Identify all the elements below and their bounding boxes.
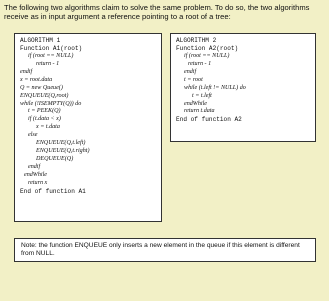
algorithm-2-code-line: t = t.left	[192, 92, 212, 99]
algorithm-2-code-line: t = root	[184, 76, 203, 83]
algorithm-1-code-line: x = t.data	[36, 124, 60, 131]
algorithm-2-box	[170, 33, 316, 142]
algorithm-2-code-line: while (t.left != NULL) do	[184, 84, 246, 91]
algorithm-2-code-line: return t.data	[184, 108, 215, 115]
algorithm-1-code-line: ALGORITHM 1	[20, 37, 61, 44]
algorithm-1-code-line: End of function A1	[20, 187, 86, 195]
algorithm-2-code-line: Function A2(root)	[176, 44, 239, 52]
algorithm-1-code	[20, 37, 89, 196]
algorithm-1-code-line: endif	[20, 68, 33, 75]
algorithm-1-code-line: Q = new Queue()	[20, 84, 63, 91]
algorithm-1-code-line: Function A1(root)	[20, 44, 83, 52]
algorithm-1-code-line: x = root.data	[20, 76, 53, 83]
algorithm-1-code-line: if (root == NULL)	[28, 52, 74, 59]
algorithm-2-code-line: End of function A2	[176, 116, 242, 124]
algorithm-1-code-line: ENQUEUE(Q,root)	[20, 92, 69, 99]
algorithm-2-code-line: ALGORITHM 2	[176, 37, 217, 44]
algorithm-2-code	[176, 37, 246, 124]
algorithm-1-code-line: ENQUEUE(Q,t.left)	[36, 140, 86, 147]
algorithm-2-code-line: endif	[184, 68, 197, 75]
algorithm-2-code-line: if (root == NULL)	[184, 52, 230, 59]
algorithm-1-code-line: else	[28, 132, 38, 139]
note-box	[14, 238, 316, 262]
algorithm-1-code-line: ENQUEUE(Q,t.right)	[36, 148, 90, 155]
note-text: Note: the function ENQUEUE only inserts a new element in the queue if this element is different from NULL.	[21, 242, 300, 257]
algorithm-1-code-line: while (!ISEMPTY(Q)) do	[20, 100, 82, 107]
intro-text: The following two algorithms claim to solve the same problem. To do so, the two algorithms receive as in input argument a reference pointing to a root of a tree:	[4, 3, 310, 21]
algorithm-2-code-line: return - 1	[188, 60, 212, 67]
algorithm-1-code-line: endWhile	[24, 171, 48, 178]
algorithm-2-code-line: endWhile	[184, 100, 208, 107]
algorithm-1-code-line: t = PEEK(Q)	[28, 108, 61, 115]
algorithm-1-code-line: return x	[28, 179, 48, 186]
algorithm-1-box	[14, 33, 162, 222]
algorithm-1-code-line: endif	[28, 164, 41, 170]
algorithm-1-code-line: if (t.data < x)	[28, 116, 61, 123]
algorithm-1-code-line: return - 1	[36, 60, 60, 67]
algorithm-1-code-line: DEQUEUE(Q)	[36, 156, 74, 163]
